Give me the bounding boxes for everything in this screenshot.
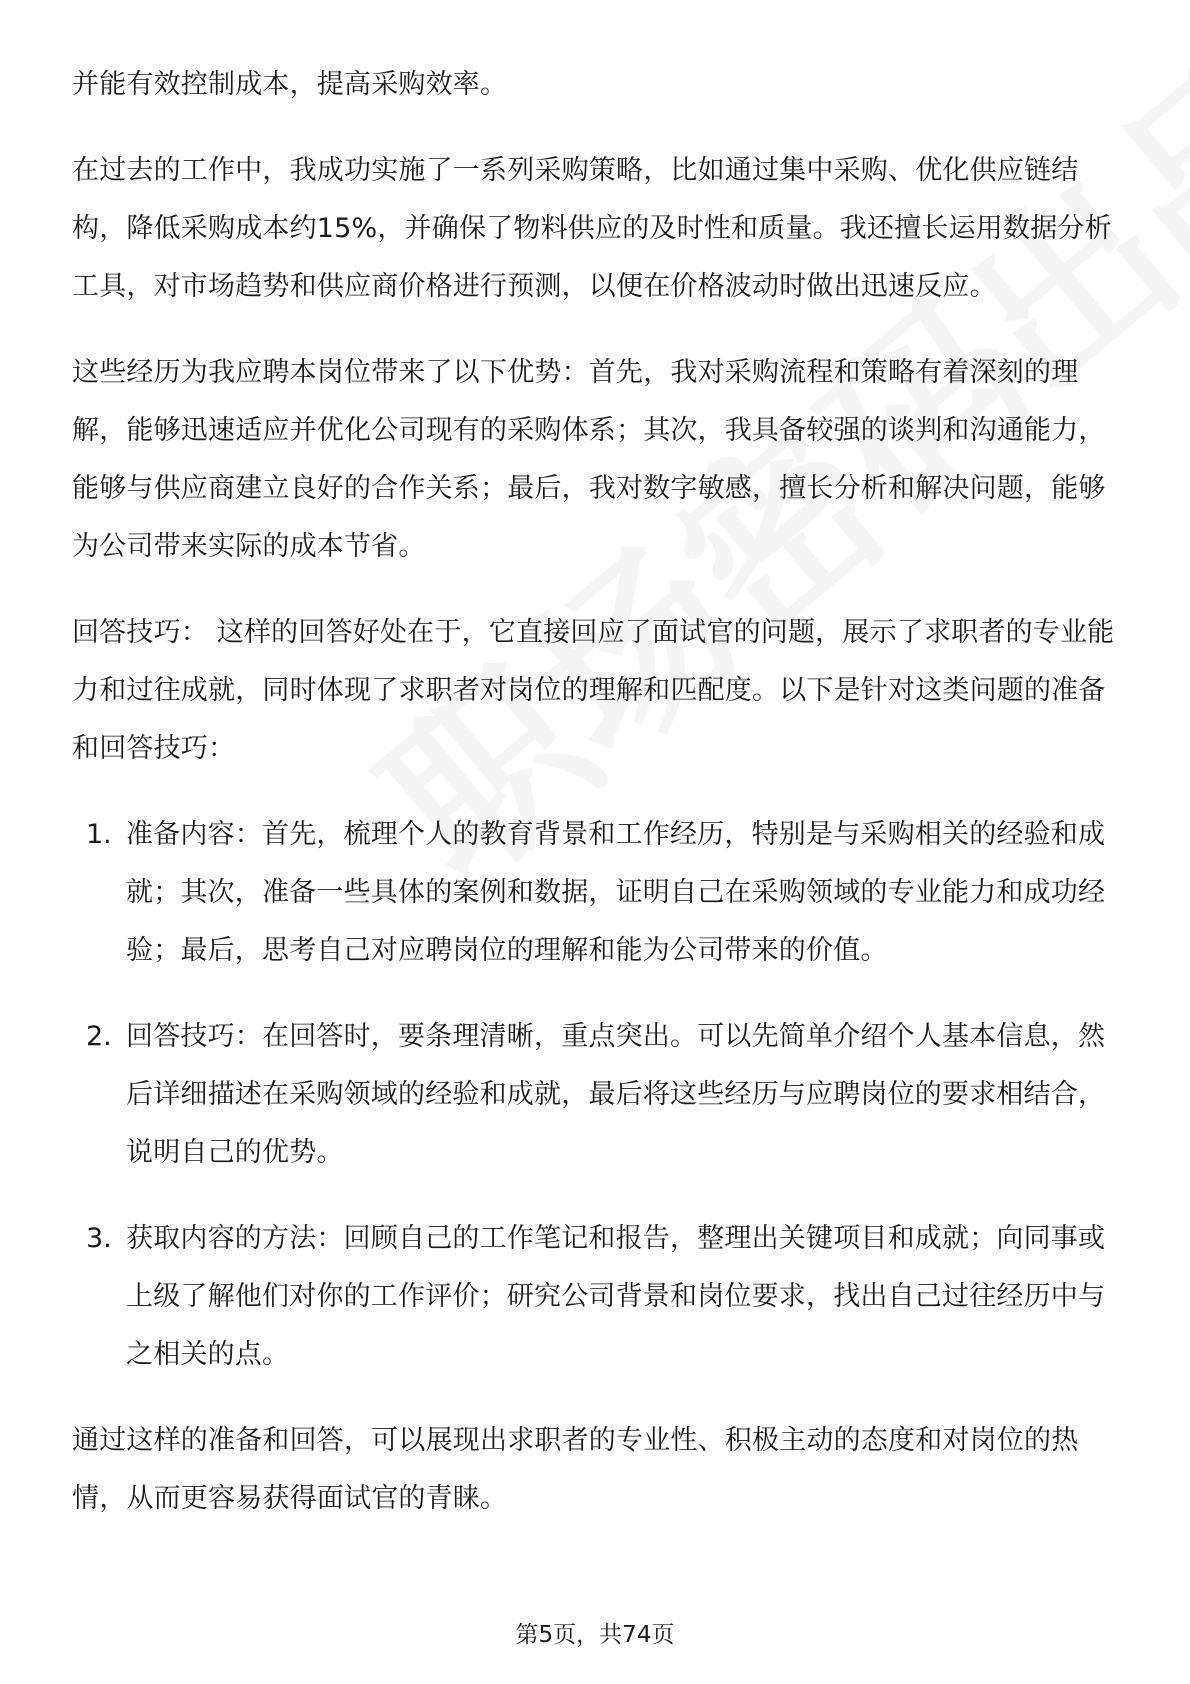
paragraph-intro-tail: 并能有效控制成本，提高采购效率。: [72, 69, 508, 100]
list-number: 3.: [86, 1223, 112, 1254]
tips-list: [72, 806, 1118, 1384]
list-number: 1.: [86, 819, 112, 850]
page-footer: 第5页，共74页: [515, 1622, 675, 1648]
paragraph-advantages: 这些经历为我应聘本岗位带来了以下优势：首先，我对采购流程和策略有着深刻的理解，能够迅速适应并优化公司现有的采购体系；其次，我具备较强的谈判和沟通能力，能够与供应商建立良好的合作关系；最后，我对数字敏感，擅长分析和解决问题，能够为公司带来实际的成本节省。: [72, 357, 1106, 562]
list-item: [72, 1210, 1118, 1384]
page-content: [72, 56, 1118, 1528]
list-item: [72, 1008, 1118, 1182]
list-item: [72, 806, 1118, 980]
paragraph-experience: 在过去的工作中，我成功实施了一系列采购策略，比如通过集中采购、优化供应链结构，降低采购成本约15%，并确保了物料供应的及时性和质量。我还擅长运用数据分析工具，对市场趋势和供应商价格进行预测，以便在价格波动时做出迅速反应。: [72, 155, 1112, 302]
list-item-text: 回答技巧：在回答时，要条理清晰，重点突出。可以先简单介绍个人基本信息，然后详细描述在采购领域的经验和成就，最后将这些经历与应聘岗位的要求相结合，说明自己的优势。: [126, 1021, 1106, 1168]
list-item-text: 获取内容的方法：回顾自己的工作笔记和报告，整理出关键项目和成就；向同事或上级了解他们对你的工作评价；研究公司背景和岗位要求，找出自己过往经历中与之相关的点。: [126, 1223, 1106, 1370]
list-item-text: 准备内容：首先，梳理个人的教育背景和工作经历，特别是与采购相关的经验和成就；其次，准备一些具体的案例和数据，证明自己在采购领域的专业能力和成功经验；最后，思考自己对应聘岗位的理解和能为公司带来的价值。: [126, 819, 1106, 966]
paragraph-conclusion: 通过这样的准备和回答，可以展现出求职者的专业性、积极主动的态度和对岗位的热情，从而更容易获得面试官的青睐。: [72, 1425, 1079, 1514]
paragraph-answer-tips: 回答技巧： 这样的回答好处在于，它直接回应了面试官的问题，展示了求职者的专业能力和过往成就，同时体现了求职者对岗位的理解和匹配度。以下是针对这类问题的准备和回答技巧：: [72, 617, 1115, 764]
list-number: 2.: [86, 1021, 112, 1052]
